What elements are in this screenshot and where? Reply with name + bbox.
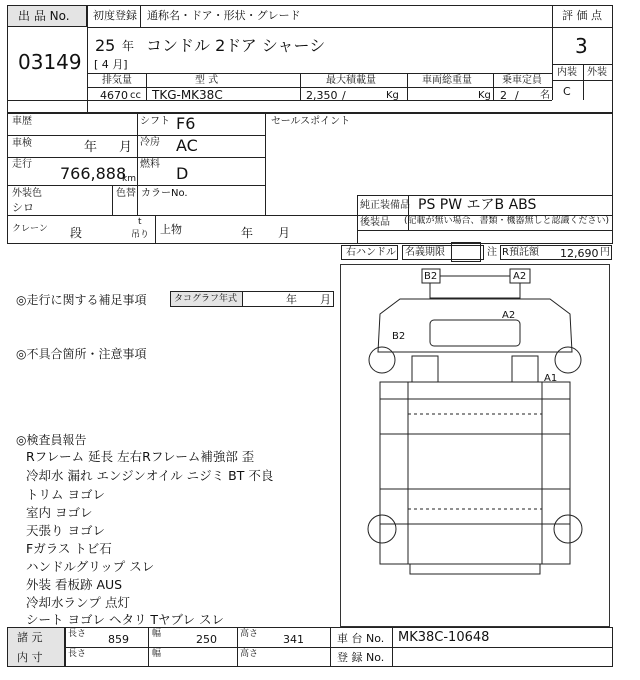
model-code: TKG-MK38C: [152, 88, 223, 102]
kg-unit: Kg: [386, 90, 399, 101]
remark-line: 天張り ヨゴレ: [26, 523, 105, 538]
max-load-value: 2,350: [306, 89, 338, 102]
remark-line: トリム ヨゴレ: [26, 487, 105, 502]
left-door: [412, 356, 438, 382]
model-code-label: 型 式: [195, 75, 219, 86]
score-label: 評 価 点: [562, 9, 602, 22]
retrofit-label: 後装品: [360, 217, 390, 228]
name-change-text: 名義期限: [405, 247, 445, 258]
remark-line: 冷却水ランプ 点灯: [26, 595, 130, 610]
km-unit: km: [122, 174, 136, 184]
uphouse-label: 上物: [160, 223, 182, 236]
vehicle-damage-diagram: [340, 264, 610, 627]
remark-line: Fガラス トビ石: [26, 541, 112, 556]
max-load-label: 最大積載量: [326, 75, 376, 86]
inspector-heading: ◎検査員報告: [16, 433, 87, 447]
registration-label: 登 録 No.: [337, 651, 385, 664]
reg-year-unit: 年: [122, 39, 135, 53]
displacement-label: 排気量: [102, 75, 132, 86]
uphouse-year: 年: [241, 226, 254, 240]
inner-height-label: 高さ: [240, 649, 259, 659]
front-left-wheel: [369, 347, 395, 373]
width-value: 250: [196, 633, 217, 646]
crane-stage: 段: [70, 226, 83, 240]
equipment-label: 純正装備品: [360, 200, 410, 211]
rear-left-wheel: [368, 515, 396, 543]
defects-heading: ◎不具合箇所・注意事項: [16, 347, 147, 361]
length-label: 長さ: [68, 629, 87, 639]
right-door: [512, 356, 538, 382]
crane-lift: 吊り: [131, 230, 150, 240]
score-value: 3: [575, 34, 588, 58]
fuel-value: D: [176, 164, 189, 183]
damage-mark-a2-cab: A2: [502, 310, 516, 321]
inner-dims-label: 内 寸: [17, 651, 43, 664]
damage-mark-b2-roof: B2: [424, 271, 438, 282]
width-label: 幅: [152, 629, 162, 639]
damage-mark-a1: A1: [544, 373, 558, 384]
first-registration-label: 初度登録: [93, 9, 137, 22]
ext-color-value: シロ: [12, 201, 34, 214]
tachograph-year: 年: [286, 293, 297, 306]
mileage-value: 766,888: [60, 164, 127, 183]
chassis-label: 車 台 No.: [337, 632, 385, 645]
gross-weight-label: 車両総重量: [422, 75, 472, 86]
crane-label: クレーン: [12, 224, 48, 234]
remark-line: 冷却水 漏れ エンジンオイル ニジミ BT 不良: [26, 468, 274, 483]
rear-right-wheel: [554, 515, 582, 543]
color-no-label: カラーNo.: [141, 188, 188, 199]
cc-unit: cc: [130, 90, 141, 101]
retrofit-note: (記載が無い場合、書類・機器無しと認識ください): [404, 216, 610, 226]
vehicle-name-label: 通称名・ドア・形状・グレード: [147, 9, 301, 22]
front-right-wheel: [555, 347, 581, 373]
damage-mark-b2-cab: B2: [392, 331, 406, 342]
cab-outline: [378, 299, 572, 352]
remark-line: Rフレーム 延長 左右Rフレーム補強部 歪: [26, 449, 255, 464]
recycle-deposit-label: R預託額: [502, 247, 539, 258]
rear-bumper: [410, 564, 540, 574]
crane-ton: t: [138, 217, 142, 227]
interior-label: 内装: [557, 67, 577, 78]
remark-line: シート ヨゴレ ヘタリ Tヤブレ スレ: [26, 612, 225, 627]
capacity-value: 2: [500, 89, 507, 102]
load-slash: /: [342, 89, 346, 102]
height-value: 341: [283, 633, 304, 646]
travel-note-heading: ◎走行に関する補足事項: [16, 293, 147, 307]
history-label: 車歴: [12, 116, 32, 127]
tachograph-label: タコグラフ年式: [174, 294, 238, 304]
seat-unit: 名: [540, 90, 550, 101]
recycle-deposit-value: 12,690: [560, 247, 599, 260]
shift-value: F6: [176, 114, 196, 133]
uphouse-month: 月: [278, 226, 291, 240]
mileage-label: 走行: [12, 159, 32, 170]
interior-grade: C: [563, 85, 571, 98]
reg-year: 25: [95, 36, 116, 55]
yen-unit: 円: [600, 247, 610, 258]
name-change-box: [451, 242, 481, 262]
color-change-label: 色替: [116, 188, 136, 199]
cab-roof: [430, 276, 520, 298]
displacement-value: 4670: [100, 89, 128, 102]
gross-kg-unit: Kg: [478, 90, 491, 101]
aircon-label: 冷房: [140, 137, 160, 148]
ext-color-label: 外装色: [12, 188, 42, 199]
chassis-number: MK38C-10648: [398, 630, 490, 645]
lot-number: 03149: [18, 50, 82, 74]
remark-line: 室内 ヨゴレ: [26, 505, 93, 520]
height-label: 高さ: [240, 629, 259, 639]
remark-line: 外装 看板跡 AUS: [26, 577, 123, 592]
remark-line: ハンドルグリップ スレ: [26, 559, 155, 574]
equipment-value: PS PW エアB ABS: [418, 197, 537, 213]
reg-month: [ 4 月]: [94, 58, 128, 71]
meter-note: 注: [487, 247, 497, 258]
length-value: 859: [108, 633, 129, 646]
tachograph-month: 月: [320, 293, 331, 306]
damage-mark-a2-roof: A2: [513, 271, 527, 282]
right-handle-text: 右ハンドル: [346, 247, 396, 258]
inspection-month: 月: [119, 140, 133, 155]
sales-point-label: セールスポイント: [271, 116, 351, 127]
inner-length-label: 長さ: [68, 649, 87, 659]
exterior-label: 外装: [587, 67, 607, 78]
windshield: [430, 320, 520, 346]
model-name: コンドル 2ドア シャーシ: [146, 36, 326, 55]
fuel-label: 燃料: [140, 159, 160, 170]
aircon-value: AC: [176, 136, 198, 155]
capacity-slash: /: [515, 89, 519, 102]
dims-label: 諸 元: [17, 631, 43, 644]
lot-label: 出 品 No.: [18, 9, 70, 23]
inspection-label: 車検: [12, 138, 32, 149]
inspection-year: 年: [84, 140, 98, 155]
capacity-label: 乗車定員: [502, 75, 542, 86]
inner-width-label: 幅: [152, 649, 162, 659]
shift-label: シフト: [140, 116, 170, 127]
